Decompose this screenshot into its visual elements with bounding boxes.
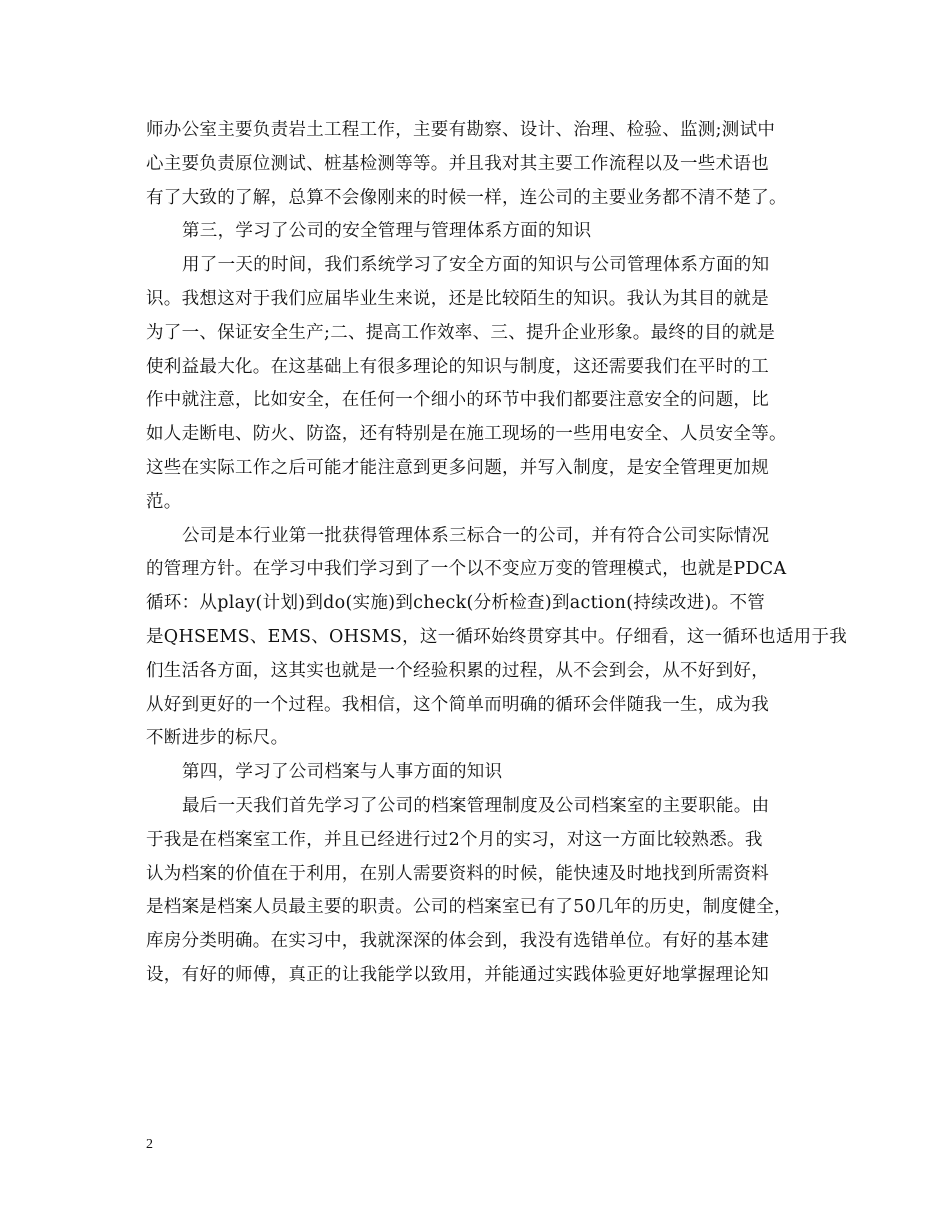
- text-line: 从好到更好的一个过程。我相信，这个简单而明确的循环会伴随我一生，成为我: [146, 694, 769, 715]
- text-line: 的管理方针。在学习中我们学习到了一个以不变应万变的管理模式，也就是PDCA: [146, 559, 787, 580]
- text-line: 循环：从play(计划)到do(实施)到check(分析检查)到action(持续改进)。不管: [146, 593, 766, 614]
- page-number: 2: [146, 1137, 153, 1152]
- text-line: 第四，学习了公司档案与人事方面的知识: [182, 762, 503, 783]
- text-line: 设，有好的师傅，真正的让我能学以致用，并能通过实践体验更好地掌握理论知: [146, 964, 769, 985]
- text-line: 公司是本行业第一批获得管理体系三标合一的公司，并有符合公司实际情况: [182, 525, 770, 546]
- text-line: 最后一天我们首先学习了公司的档案管理制度及公司档案室的主要职能。由: [182, 795, 770, 816]
- text-line: 识。我想这对于我们应届毕业生来说，还是比较陌生的知识。我认为其目的就是: [146, 288, 769, 309]
- text-line: 为了一、保证安全生产;二、提高工作效率、三、提升企业形象。最终的目的就是: [146, 322, 776, 343]
- text-line: 如人走断电、防火、防盗，还有特别是在施工现场的一些用电安全、人员安全等。: [146, 424, 787, 445]
- text-line: 心主要负责原位测试、桩基检测等等。并且我对其主要工作流程以及一些术语也: [146, 153, 769, 174]
- text-line: 用了一天的时间，我们系统学习了安全方面的知识与公司管理体系方面的知: [182, 255, 770, 276]
- text-line: 是QHSEMS、EMS、OHSMS，这一循环始终贯穿其中。仔细看，这一循环也适用于我: [146, 626, 848, 647]
- text-line: 们生活各方面，这其实也就是一个经验积累的过程，从不会到会，从不好到好，: [146, 660, 769, 681]
- text-line: 库房分类明确。在实习中，我就深深的体会到，我没有选错单位。有好的基本建: [146, 931, 769, 952]
- text-line: 作中就注意，比如安全，在任何一个细小的环节中我们都要注意安全的问题，比: [146, 390, 769, 411]
- body-text: [146, 114, 848, 993]
- text-line: 是档案是档案人员最主要的职责。公司的档案室已有了50几年的历史，制度健全，: [146, 897, 792, 918]
- text-line: 不断进步的标尺。: [146, 728, 289, 749]
- text-line: 使利益最大化。在这基础上有很多理论的知识与制度，这还需要我们在平时的工: [146, 356, 769, 377]
- text-line: 于我是在档案室工作，并且已经进行过2个月的实习，对这一方面比较熟悉。我: [146, 829, 763, 850]
- text-line: 这些在实际工作之后可能才能注意到更多问题，并写入制度，是安全管理更加规: [146, 457, 769, 478]
- text-line: 范。: [146, 491, 182, 512]
- text-line: 师办公室主要负责岩土工程工作，主要有勘察、设计、治理、检验、监测;测试中: [146, 120, 776, 140]
- text-line: 有了大致的了解，总算不会像刚来的时候一样，连公司的主要业务都不清不楚了。: [146, 187, 787, 208]
- text-line: 认为档案的价值在于利用，在别人需要资料的时候，能快速及时地找到所需资料: [146, 863, 769, 884]
- text-line: 第三，学习了公司的安全管理与管理体系方面的知识: [182, 221, 592, 242]
